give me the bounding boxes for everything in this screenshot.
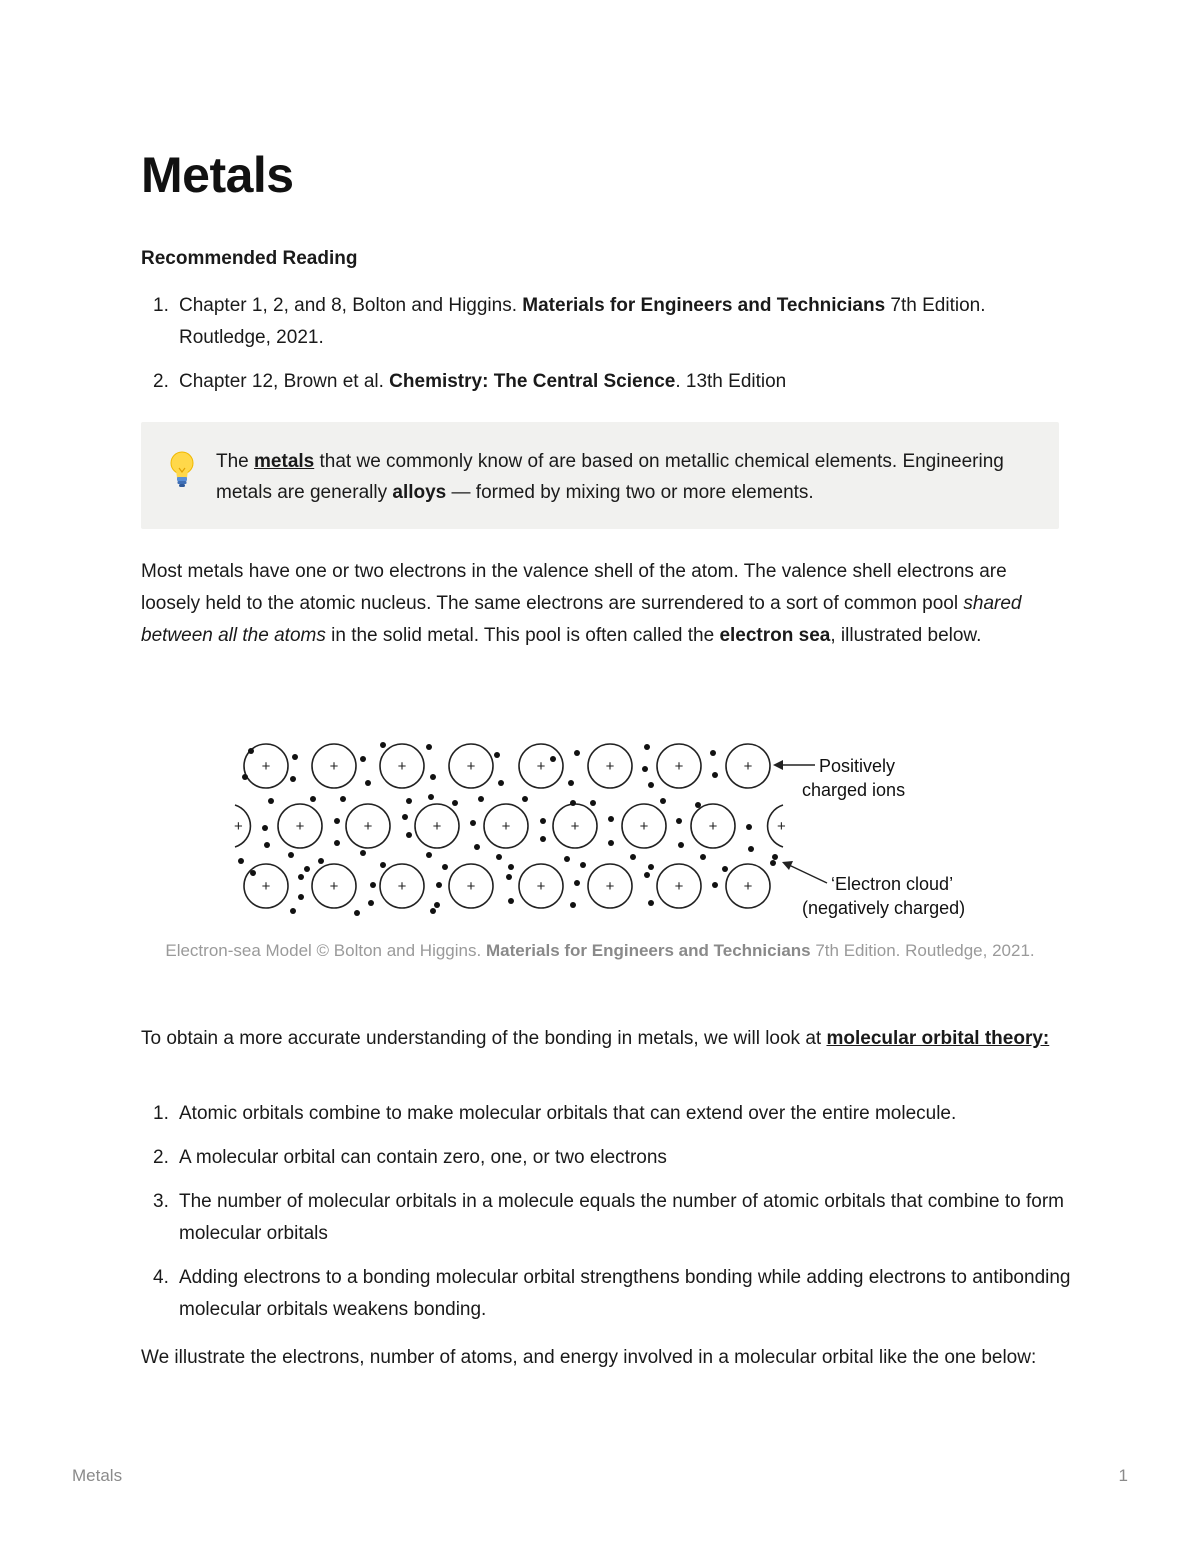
- list-text: 7th Edition. Routledge, 2021.: [179, 295, 986, 348]
- ion-charge: +: [466, 758, 476, 775]
- list-item: [141, 1262, 1071, 1326]
- electron-dot: [434, 902, 440, 908]
- electron-dot: [540, 836, 546, 842]
- page-number: 1: [1118, 1466, 1128, 1485]
- ion-charge: +: [432, 818, 442, 835]
- diagram-label: (negatively charged): [802, 898, 966, 918]
- emphasis: shared between all the atoms: [141, 593, 1022, 646]
- electron-dot: [426, 744, 432, 750]
- electron-dot: [722, 866, 728, 872]
- electron-dot: [290, 908, 296, 914]
- electron-dot: [564, 856, 570, 862]
- footer-title: Metals: [72, 1466, 123, 1485]
- electron-dot: [368, 900, 374, 906]
- ion-charge: +: [295, 818, 305, 835]
- electron-dot: [648, 864, 654, 870]
- metals-link[interactable]: metals: [254, 451, 315, 472]
- list-number: 1.: [153, 1103, 169, 1124]
- electron-dot: [248, 748, 254, 754]
- ion-charge: +: [777, 818, 786, 835]
- electron-dot: [678, 842, 684, 848]
- ion-charge: +: [397, 758, 407, 775]
- ion-charge: +: [743, 758, 753, 775]
- callout-box: [141, 422, 1059, 529]
- list-text: Chapter 1, 2, and 8, Bolton and Higgins.: [179, 295, 523, 316]
- electron-dot: [568, 780, 574, 786]
- electron-sea-diagram: [233, 735, 1023, 920]
- list-item: [141, 1142, 1071, 1174]
- ion-charge: +: [329, 878, 339, 895]
- electron-dot: [508, 864, 514, 870]
- ion-charge: +: [261, 758, 271, 775]
- electron-dot: [522, 796, 528, 802]
- text: , illustrated below.: [830, 625, 982, 646]
- electron-dot: [298, 894, 304, 900]
- electron-dot: [642, 766, 648, 772]
- electron-dot: [772, 854, 778, 860]
- list-number: 3.: [153, 1191, 169, 1212]
- text: — formed by mixing two or more elements.: [446, 482, 814, 503]
- ion-charge: +: [536, 758, 546, 775]
- electron-dot: [710, 750, 716, 756]
- ion-charge: +: [708, 818, 718, 835]
- electron-dot: [498, 780, 504, 786]
- ion-charge: +: [501, 818, 511, 835]
- paragraph-electron-sea: [141, 556, 1059, 652]
- electron-dot: [264, 842, 270, 848]
- ion-charge: +: [674, 878, 684, 895]
- list-number: 1.: [153, 295, 169, 316]
- pointer-line: [789, 865, 827, 883]
- ion-charge: +: [261, 878, 271, 895]
- electron-dot: [540, 818, 546, 824]
- callout-text: [216, 446, 1036, 508]
- electron-dot: [250, 870, 256, 876]
- ion-charge: +: [605, 878, 615, 895]
- electron-dot: [288, 852, 294, 858]
- figure-caption: [141, 938, 1059, 964]
- ion-charge: +: [397, 878, 407, 895]
- electron-dot: [712, 882, 718, 888]
- text: in the solid metal. This pool is often called the: [325, 625, 720, 646]
- list-number: 2.: [153, 1147, 169, 1168]
- electron-dot: [644, 872, 650, 878]
- text: that we commonly know of are based on metallic chemical elements. Engineering metals are generally: [216, 451, 1004, 503]
- electron-dot: [570, 902, 576, 908]
- list-number: 4.: [153, 1267, 169, 1288]
- diagram-label: Positively: [819, 756, 896, 776]
- electron-dot: [380, 862, 386, 868]
- electron-dot: [660, 798, 666, 804]
- electron-dot: [648, 782, 654, 788]
- electron-dot: [508, 898, 514, 904]
- electron-dot: [630, 854, 636, 860]
- electron-dot: [360, 850, 366, 856]
- text: To obtain a more accurate understanding of the bonding in metals, we will look at: [141, 1028, 827, 1049]
- diagram-label: ‘Electron cloud’: [831, 874, 954, 894]
- electron-dot: [496, 854, 502, 860]
- text: Electron-sea Model © Bolton and Higgins.: [165, 941, 486, 960]
- electron-dot: [770, 860, 776, 866]
- list-text: Chapter 12, Brown et al.: [179, 371, 390, 392]
- electron-dot: [574, 750, 580, 756]
- electron-dot: [238, 858, 244, 864]
- electron-dot: [360, 756, 366, 762]
- electron-dot: [676, 818, 682, 824]
- lightbulb-icon: [168, 450, 196, 490]
- electron-dot: [700, 854, 706, 860]
- list-item: [141, 1186, 1071, 1250]
- electron-dot: [380, 742, 386, 748]
- list-item: [141, 290, 1059, 354]
- list-item: [141, 1098, 1071, 1130]
- diagram-label: charged ions: [802, 780, 906, 800]
- list-text: . 13th Edition: [675, 371, 787, 392]
- electron-dot: [428, 794, 434, 800]
- list-text: A molecular orbital can contain zero, one, or two electrons: [179, 1147, 667, 1168]
- ion-charge: +: [466, 878, 476, 895]
- electron-dot: [648, 900, 654, 906]
- ion-charge: +: [536, 878, 546, 895]
- text: The: [216, 451, 255, 472]
- electron-dot: [470, 820, 476, 826]
- electron-dot: [292, 754, 298, 760]
- electron-dot: [365, 780, 371, 786]
- paragraph-mo-intro: [141, 1023, 1059, 1055]
- ion-charge: +: [363, 818, 373, 835]
- arrow-head: [773, 760, 783, 770]
- ion-charge: +: [674, 758, 684, 775]
- electron-dot: [436, 882, 442, 888]
- electron-dot: [574, 880, 580, 886]
- electron-dot: [406, 832, 412, 838]
- reading-list: [141, 290, 1059, 410]
- electron-dot: [298, 874, 304, 880]
- electron-dot: [550, 756, 556, 762]
- list-text: The number of molecular orbitals in a molecule equals the number of atomic orbitals that combine to form molecular orbitals: [179, 1191, 1064, 1244]
- recommended-reading-heading: Recommended Reading: [141, 248, 358, 269]
- electron-dot: [304, 866, 310, 872]
- electron-dot: [334, 818, 340, 824]
- ion-charge: +: [605, 758, 615, 775]
- list-number: 2.: [153, 371, 169, 392]
- alloys-term: alloys: [392, 482, 447, 503]
- electron-dot: [494, 752, 500, 758]
- electron-dot: [644, 744, 650, 750]
- ion-charge: +: [570, 818, 580, 835]
- text: Most metals have one or two electrons in the valence shell of the atom. The valence shell electrons are loosely held to the atomic nucleus. The same electrons are surrendered to a sort of common pool: [141, 561, 1007, 614]
- electron-dot: [268, 798, 274, 804]
- electron-dot: [748, 846, 754, 852]
- text: 7th Edition. Routledge, 2021.: [810, 941, 1035, 960]
- electron-dot: [590, 800, 596, 806]
- electron-dot: [474, 844, 480, 850]
- book-title: Chemistry: The Central Science: [389, 371, 676, 392]
- ion-charge: +: [234, 818, 243, 835]
- electron-sea-term: electron sea: [719, 625, 831, 646]
- electron-dot: [478, 796, 484, 802]
- list-text: Adding electrons to a bonding molecular orbital strengthens bonding while adding electrons to antibonding molecular orbitals weakens bonding.: [179, 1267, 1071, 1320]
- ion-charge: +: [329, 758, 339, 775]
- list-text: Atomic orbitals combine to make molecular orbitals that can extend over the entire molecule.: [179, 1103, 957, 1124]
- electron-dot: [242, 774, 248, 780]
- page-title: Metals: [141, 147, 294, 203]
- electron-dot: [580, 862, 586, 868]
- electron-dot: [402, 814, 408, 820]
- list-item: [141, 366, 1059, 398]
- electron-dot: [746, 824, 752, 830]
- electron-dot: [506, 874, 512, 880]
- electron-dot: [426, 852, 432, 858]
- electron-dot: [290, 776, 296, 782]
- molecular-orbital-theory-link[interactable]: molecular orbital theory:: [826, 1028, 1050, 1049]
- electron-dot: [354, 910, 360, 916]
- electron-dot: [340, 796, 346, 802]
- paragraph-mo-illustration: We illustrate the electrons, number of atoms, and energy involved in a molecular orbital like the one below:: [141, 1347, 1037, 1368]
- electron-dot: [608, 840, 614, 846]
- electron-dot: [430, 774, 436, 780]
- ion-charge: +: [639, 818, 649, 835]
- ion-charge: +: [743, 878, 753, 895]
- electron-dot: [695, 802, 701, 808]
- electron-dot: [318, 858, 324, 864]
- electron-dot: [570, 800, 576, 806]
- caption-book-title: Materials for Engineers and Technicians: [485, 941, 811, 960]
- electron-dot: [334, 840, 340, 846]
- electron-dot: [608, 816, 614, 822]
- electron-dot: [452, 800, 458, 806]
- electron-dot: [406, 798, 412, 804]
- electron-dot: [442, 864, 448, 870]
- electron-dot: [262, 825, 268, 831]
- electron-dot: [310, 796, 316, 802]
- mo-theory-list: [141, 1098, 1071, 1338]
- electron-dot: [712, 772, 718, 778]
- electron-dot: [430, 908, 436, 914]
- electron-dot: [370, 882, 376, 888]
- book-title: Materials for Engineers and Technicians: [522, 295, 886, 316]
